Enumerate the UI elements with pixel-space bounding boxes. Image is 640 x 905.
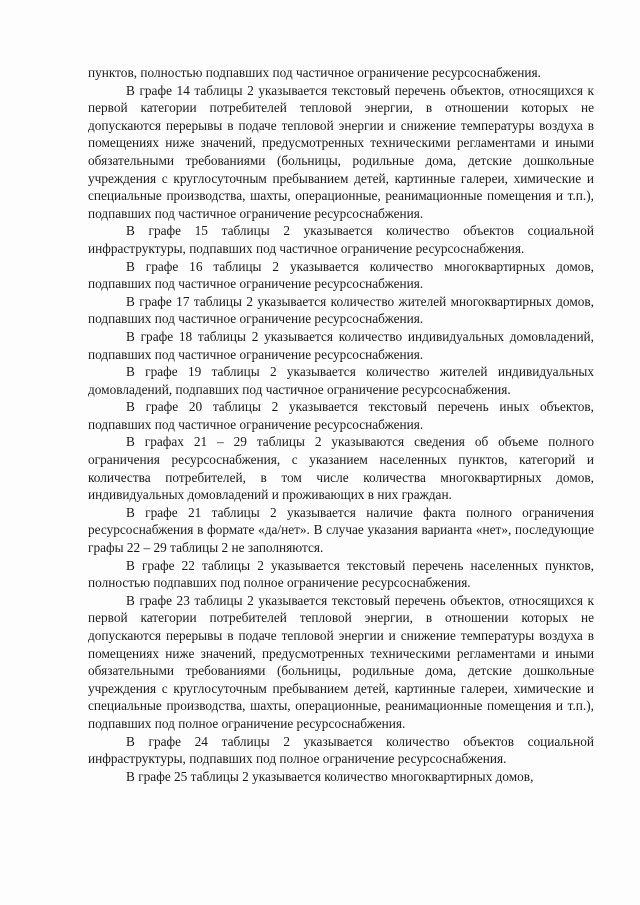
paragraph-column-22: В графе 22 таблицы 2 указывается текстовый перечень населенных пунктов, полностью подпавших под полное ограничение ресурсоснабжения. <box>88 557 594 591</box>
paragraph-column-19: В графе 19 таблицы 2 указывается количество жителей индивидуальных домовладений, подпавших под частичное ограничение ресурсоснабжения. <box>88 364 594 397</box>
paragraph-column-16: В графе 16 таблицы 2 указывается количество многоквартирных домов, подпавших под частичное ограничение ресурсоснабжения. <box>88 258 594 292</box>
paragraph-column-18: В графе 18 таблицы 2 указывается количество индивидуальных домовладений, подпавших под частичное ограничение ресурсоснабжения. <box>88 328 594 362</box>
paragraph-column-15: В графе 15 таблицы 2 указывается количество объектов социальной инфраструктуры, подпавших под частичное ограничение ресурсоснабжения. <box>88 223 594 256</box>
paragraph-column-14: В графе 14 таблицы 2 указывается текстовый перечень объектов, относящихся к первой категории потребителей тепловой энергии, в отношении которых не допускаются перерывы в подаче тепловой энергии и снижение температуры воздуха в помещениях ниже значений, предусмотренных техническими регламентами и иными обязательными требованиями (больницы, родильные дома, детские дошкольные учреждения с круглосуточным пребыванием детей, картинные галереи, химические и специальные производства, шахты, операционные, реанимационные помещения и т.п.), подпавших под частичное ограничение ресурсоснабжения. <box>88 82 594 221</box>
paragraph-column-21: В графе 21 таблицы 2 указывается наличие факта полного ограничения ресурсоснабжения в формате «да/нет». В случае указания варианта «нет», последующие графы 22 – 29 таблицы 2 не заполняются. <box>88 504 594 556</box>
paragraph-column-23: В графе 23 таблицы 2 указывается текстовый перечень объектов, относящихся к первой категории потребителей тепловой энергии, в отношении которых не допускаются перерывы в подаче тепловой энергии и снижение температуры воздуха в помещениях ниже значений, предусмотренных техническими регламентами и иными обязательными требованиями (больницы, родильные дома, детские дошкольные учреждения с круглосуточным пребыванием детей, картинные галереи, химические и специальные производства, шахты, операционные, реанимационные помещения и т.п.), подпавших под полное ограничение ресурсоснабжения. <box>88 592 594 731</box>
paragraph-columns-21-29: В графах 21 – 29 таблицы 2 указываются сведения об объеме полного ограничения ресурсоснабжения, с указанием населенных пунктов, категорий и количества потребителей, в том числе количества многоквартирных домов, индивидуальных домовладений и проживающих в них граждан. <box>88 434 594 503</box>
paragraph-continued: пунктов, полностью подпавших под частичное ограничение ресурсоснабжения. <box>88 65 541 80</box>
document-body <box>88 64 594 785</box>
paragraph-column-20: В графе 20 таблицы 2 указывается текстовый перечень иных объектов, подпавших под частичное ограничение ресурсоснабжения. <box>88 399 594 432</box>
paragraph-column-17: В графе 17 таблицы 2 указывается количество жителей многоквартирных домов, подпавших под частичное ограничение ресурсоснабжения. <box>88 293 594 327</box>
paragraph-column-24: В графе 24 таблицы 2 указывается количество объектов социальной инфраструктуры, подпавших под полное ограничение ресурсоснабжения. <box>88 733 594 767</box>
paragraph-column-25: В графе 25 таблицы 2 указывается количество многоквартирных домов, <box>126 768 534 784</box>
